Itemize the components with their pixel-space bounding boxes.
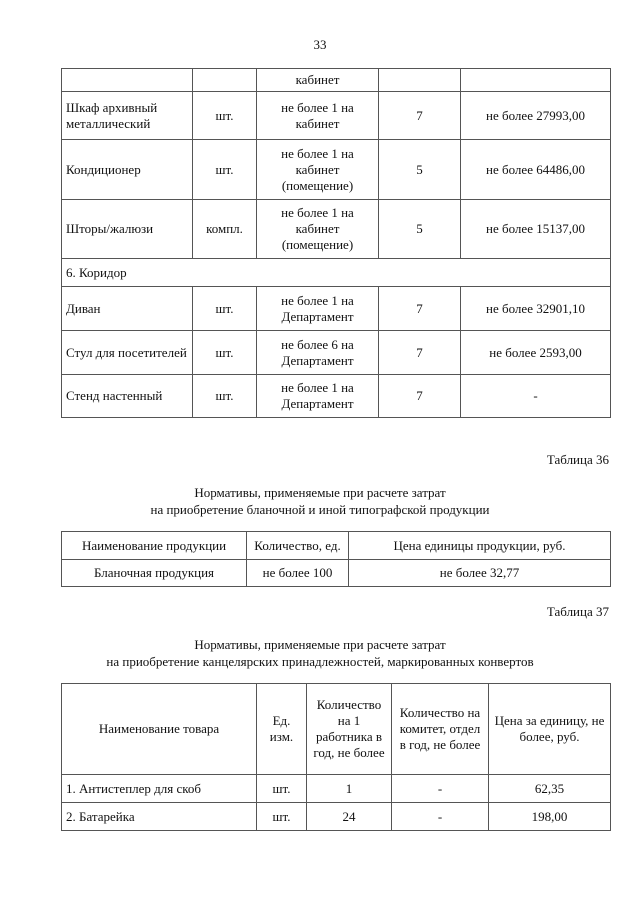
cell-years: 7 [379, 331, 461, 375]
table37-title-line2: на приобретение канцелярских принадлежностей, маркированных конвертов [106, 654, 534, 669]
page-number: 33 [313, 37, 327, 52]
cell-qty: не более 6 на Департамент [257, 331, 379, 375]
cell-qty: не более 1 на Департамент [257, 375, 379, 418]
table-header-row [62, 684, 611, 775]
table-row [62, 331, 611, 375]
table37-caption: Таблица 37 [546, 604, 609, 619]
table-row [62, 803, 611, 831]
cell-price: не более 64486,00 [461, 140, 611, 200]
cell-price: не более 27993,00 [461, 92, 611, 140]
header-cell: Количество на 1 работника в год, не более [307, 684, 392, 775]
cell-price: не более 32901,10 [461, 287, 611, 331]
cell-qty: кабинет [257, 69, 379, 92]
equipment-table [61, 68, 611, 418]
cell-unit: шт. [193, 140, 257, 200]
cell-years: 5 [379, 200, 461, 259]
cell-price: - [461, 375, 611, 418]
table-cell: Бланочная продукция [62, 560, 247, 587]
cell-name: Шторы/жалюзи [62, 200, 193, 259]
cell-unit: шт. [193, 375, 257, 418]
table-cell: не более 32,77 [349, 560, 611, 587]
cell-years: 5 [379, 140, 461, 200]
table36-title-line1: Нормативы, применяемые при расчете затрат [194, 485, 446, 500]
table-cell: 24 [307, 803, 392, 831]
header-cell: Цена единицы продукции, руб. [349, 532, 611, 560]
table-row [62, 287, 611, 331]
table-cell: 1 [307, 775, 392, 803]
cell-years [379, 69, 461, 92]
cell-years: 7 [379, 287, 461, 331]
table-cell: 62,35 [489, 775, 611, 803]
header-cell: Наименование продукции [62, 532, 247, 560]
cell-years: 7 [379, 92, 461, 140]
table36-title-line2: на приобретение бланочной и иной типографской продукции [150, 502, 490, 517]
cell-unit [193, 69, 257, 92]
table-cell: 1. Антистеплер для скоб [62, 775, 257, 803]
header-cell: Ед. изм. [257, 684, 307, 775]
table-header-row [62, 532, 611, 560]
cell-years: 7 [379, 375, 461, 418]
cell-qty: не более 1 на Департамент [257, 287, 379, 331]
table-cell: 198,00 [489, 803, 611, 831]
table36-title [0, 484, 640, 518]
table-37 [61, 683, 611, 831]
header-cell: Цена за единицу, не более, руб. [489, 684, 611, 775]
table-row [62, 69, 611, 92]
cell-qty: не более 1 на кабинет (помещение) [257, 140, 379, 200]
cell-name: Стул для посетителей [62, 331, 193, 375]
section-row [62, 259, 611, 287]
cell-unit: шт. [193, 287, 257, 331]
table-row [62, 140, 611, 200]
header-cell: Количество, ед. [247, 532, 349, 560]
table-row [62, 200, 611, 259]
cell-name: Шкаф архивный металлический [62, 92, 193, 140]
table36-caption: Таблица 36 [546, 452, 609, 467]
cell-price: не более 2593,00 [461, 331, 611, 375]
table-row [62, 560, 611, 587]
cell-name: Диван [62, 287, 193, 331]
cell-unit: компл. [193, 200, 257, 259]
header-cell: Количество на комитет, отдел в год, не более [392, 684, 489, 775]
table-cell: - [392, 803, 489, 831]
table-cell: шт. [257, 775, 307, 803]
cell-price: не более 15137,00 [461, 200, 611, 259]
cell-unit: шт. [193, 92, 257, 140]
cell-price [461, 69, 611, 92]
table-cell: - [392, 775, 489, 803]
cell-name: Кондиционер [62, 140, 193, 200]
table-row [62, 92, 611, 140]
table37-title [0, 636, 640, 670]
cell-unit: шт. [193, 331, 257, 375]
header-cell: Наименование товара [62, 684, 257, 775]
cell-qty: не более 1 на кабинет (помещение) [257, 200, 379, 259]
cell-name [62, 69, 193, 92]
table-cell: шт. [257, 803, 307, 831]
table-36 [61, 531, 611, 587]
table37-title-line1: Нормативы, применяемые при расчете затрат [194, 637, 446, 652]
table-cell: не более 100 [247, 560, 349, 587]
table-row [62, 375, 611, 418]
table-cell: 2. Батарейка [62, 803, 257, 831]
table-row [62, 775, 611, 803]
section-title: 6. Коридор [62, 259, 611, 287]
cell-name: Стенд настенный [62, 375, 193, 418]
cell-qty: не более 1 на кабинет [257, 92, 379, 140]
